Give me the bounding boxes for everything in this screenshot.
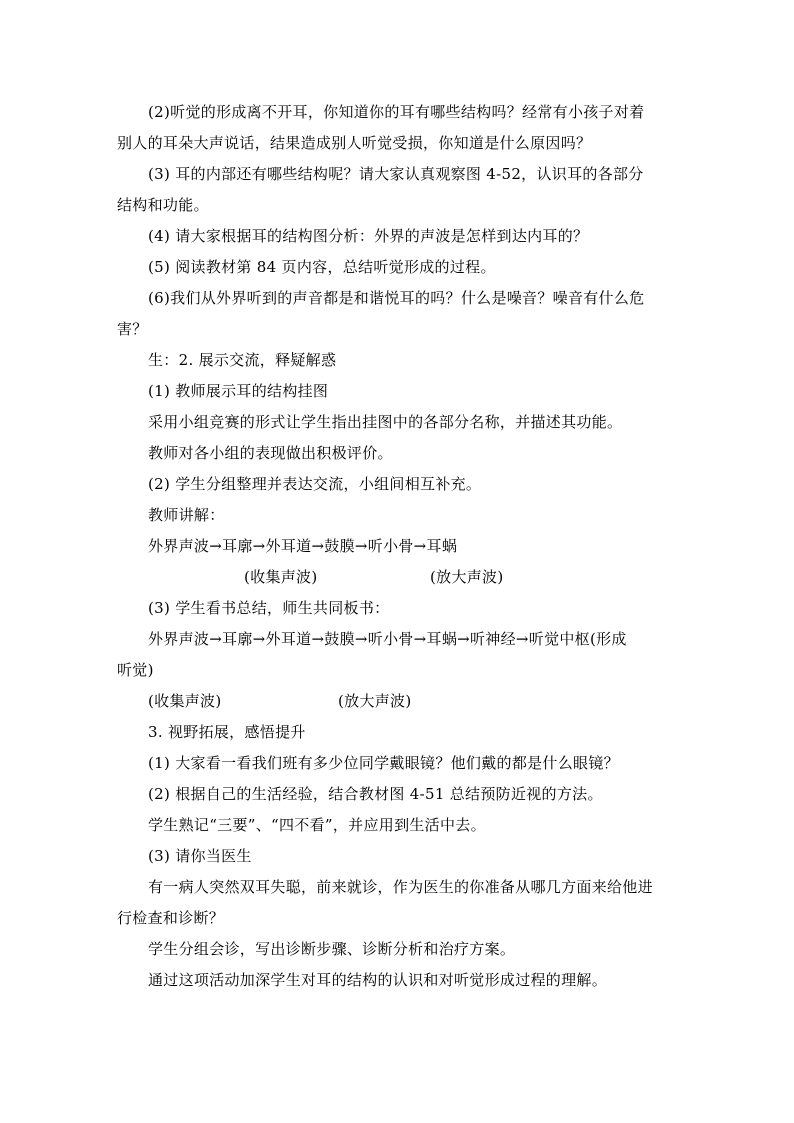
section-heading: 3. 视野拓展，感悟提升 bbox=[148, 723, 306, 741]
paragraph-line: (1) 大家看一看我们班有多少位同学戴眼镜？他们戴的都是什么眼镜？ bbox=[148, 754, 619, 772]
paragraph-line: 通过这项活动加深学生对耳的结构的认识和对听觉形成过程的理解。 bbox=[148, 971, 608, 989]
paragraph-line: 别人的耳朵大声说话，结果造成别人听觉受损，你知道是什么原因吗？ bbox=[117, 134, 592, 152]
paragraph-line: (6)我们从外界听到的声音都是和谐悦耳的吗？什么是噪音？噪音有什么危 bbox=[148, 289, 645, 307]
paragraph-line: 结构和功能。 bbox=[117, 196, 209, 214]
paragraph-line: 有一病人突然双耳失聪，前来就诊，作为医生的你准备从哪几方面来给他进 bbox=[148, 878, 653, 896]
paragraph-line: (2) 根据自己的生活经验，结合教材图 4-51 总结预防近视的方法。 bbox=[148, 785, 603, 803]
flow-annotation: (放大声波) bbox=[338, 692, 412, 710]
paragraph-line: 害？ bbox=[117, 320, 148, 338]
flow-line: 听觉) bbox=[117, 661, 154, 679]
flow-annotation: (放大声波) bbox=[430, 568, 504, 586]
paragraph-line: (5) 阅读教材第 84 页内容，总结听觉形成的过程。 bbox=[148, 258, 496, 276]
flow-annotation: (收集声波) bbox=[148, 692, 222, 710]
paragraph-line: (3) 请你当医生 bbox=[148, 847, 252, 865]
flow-line: 外界声波→耳廓→外耳道→鼓膜→听小骨→耳蜗→听神经→听觉中枢(形成 bbox=[148, 630, 627, 648]
paragraph-line: (1) 教师展示耳的结构挂图 bbox=[148, 382, 329, 400]
paragraph-line: 学生熟记“三要”、“四不看”，并应用到生活中去。 bbox=[148, 816, 486, 834]
paragraph-line: 教师讲解： bbox=[148, 506, 225, 524]
flow-line: 外界声波→耳廓→外耳道→鼓膜→听小骨→耳蜗 bbox=[148, 537, 458, 555]
paragraph-line: (2) 学生分组整理并表达交流，小组间相互补充。 bbox=[148, 475, 482, 493]
paragraph-line: 教师对各小组的表现做出积极评价。 bbox=[148, 444, 393, 462]
paragraph-line: (3) 学生看书总结，师生共同板书： bbox=[148, 599, 390, 617]
paragraph-line: 学生分组会诊，写出诊断步骤、诊断分析和治疗方案。 bbox=[148, 940, 516, 958]
paragraph-line: 采用小组竞赛的形式让学生指出挂图中的各部分名称，并描述其功能。 bbox=[148, 413, 623, 431]
paragraph-line: (2)听觉的形成离不开耳，你知道你的耳有哪些结构吗？经常有小孩子对着 bbox=[148, 103, 645, 121]
flow-annotation: (收集声波) bbox=[244, 568, 318, 586]
paragraph-line: (3) 耳的内部还有哪些结构呢？请大家认真观察图 4-52，认识耳的各部分 bbox=[148, 165, 644, 183]
section-heading: 生：2. 展示交流，释疑解惑 bbox=[148, 351, 337, 369]
paragraph-line: (4) 请大家根据耳的结构图分析：外界的声波是怎样到达内耳的？ bbox=[148, 227, 589, 245]
paragraph-line: 行检查和诊断？ bbox=[117, 909, 225, 927]
